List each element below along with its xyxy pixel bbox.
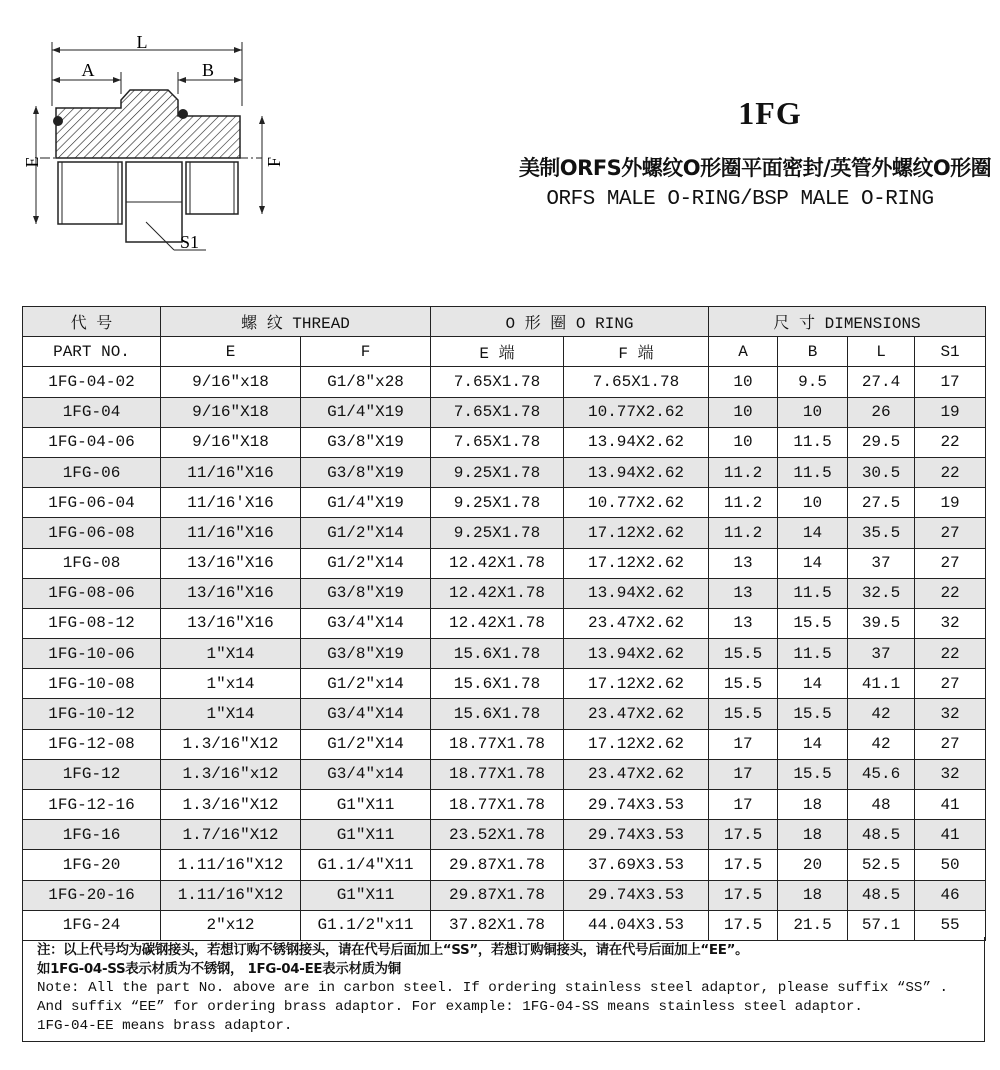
table-cell: 9.25X1.78 [431,518,564,548]
table-cell: 42 [848,729,915,759]
table-cell: 7.65X1.78 [564,367,709,397]
table-cell: 29.5 [848,427,915,457]
table-cell: 29.87X1.78 [431,880,564,910]
table-row [23,367,986,397]
table-cell: 18.77X1.78 [431,729,564,759]
table-cell: 1FG-08 [23,548,161,578]
table-cell: 37 [848,639,915,669]
table-cell: 1.3/16″x12 [161,759,301,789]
table-cell: 9.5 [778,367,848,397]
table-cell: 42 [848,699,915,729]
table-row [23,790,986,820]
table-cell: 17.12X2.62 [564,669,709,699]
table-header-row-2 [23,337,986,367]
table-cell: G3/8″X19 [301,578,431,608]
table-cell: 1FG-10-08 [23,669,161,699]
header-l: L [848,337,915,367]
table-cell: 27 [915,548,986,578]
table-cell: G3/4″X14 [301,608,431,638]
table-cell: 11.2 [709,488,778,518]
table-row [23,608,986,638]
table-cell: G1.1/2″x11 [301,910,431,940]
table-cell: 14 [778,729,848,759]
table-cell: 27 [915,729,986,759]
table-cell: 13 [709,548,778,578]
dim-label-S1: S1 [180,232,200,252]
table-cell: G1.1/4″X11 [301,850,431,880]
table-cell: 1FG-20-16 [23,880,161,910]
header-code-cn: 代 号 [23,307,161,337]
table-cell: 13/16″X16 [161,578,301,608]
table-cell: 1FG-24 [23,910,161,940]
table-cell: 9/16″X18 [161,397,301,427]
table-cell: 1″x14 [161,669,301,699]
table-cell: 1″X14 [161,699,301,729]
table-cell: 22 [915,457,986,487]
table-cell: 11/16″X16 [161,518,301,548]
table-cell: 1FG-06-04 [23,488,161,518]
table-cell: 15.6X1.78 [431,699,564,729]
table-cell: 30.5 [848,457,915,487]
table-cell: 48.5 [848,880,915,910]
table-cell: 1FG-10-12 [23,699,161,729]
table-cell: 17.12X2.62 [564,518,709,548]
table-cell: 10 [709,397,778,427]
table-row [23,518,986,548]
table-cell: 37.82X1.78 [431,910,564,940]
table-header-row-1 [23,307,986,337]
table-cell: 17 [709,790,778,820]
table-cell: 1″X14 [161,639,301,669]
table-cell: 2″x12 [161,910,301,940]
table-cell: G1″X11 [301,880,431,910]
dim-label-L: L [136,32,148,52]
table-cell: 1FG-04-02 [23,367,161,397]
table-cell: G3/8″X19 [301,457,431,487]
table-cell: 1.11/16″X12 [161,880,301,910]
table-cell: G1/2″X14 [301,548,431,578]
table-cell: 1.11/16″X12 [161,850,301,880]
table-cell: 45.6 [848,759,915,789]
header-e-end: E 端 [431,337,564,367]
table-cell: 39.5 [848,608,915,638]
table-cell: 20 [778,850,848,880]
table-cell: 9.25X1.78 [431,457,564,487]
table-cell: 14 [778,518,848,548]
table-cell: 12.42X1.78 [431,578,564,608]
table-cell: 14 [778,669,848,699]
header-part-no: PART NO. [23,337,161,367]
product-code: 1FG [738,95,802,131]
table-cell: 9/16″X18 [161,427,301,457]
table-cell: 12.42X1.78 [431,608,564,638]
table-cell: 11.5 [778,639,848,669]
table-cell: 13 [709,608,778,638]
table-cell: G3/4″X14 [301,699,431,729]
table-cell: 11.2 [709,457,778,487]
fitting-drawing [18,28,298,260]
table-row [23,880,986,910]
table-cell: G1/2″X14 [301,729,431,759]
table-cell: 37.69X3.53 [564,850,709,880]
table-cell: 10 [709,367,778,397]
table-cell: 27 [915,518,986,548]
table-row [23,910,986,940]
table-row [23,820,986,850]
table-cell: 23.47X2.62 [564,759,709,789]
table-row [23,488,986,518]
table-cell: 1FG-12-08 [23,729,161,759]
table-cell: 1FG-12 [23,759,161,789]
table-cell: 21.5 [778,910,848,940]
table-cell: 11.2 [709,518,778,548]
table-cell: 41 [915,820,986,850]
table-cell: 18.77X1.78 [431,790,564,820]
table-cell: 13.94X2.62 [564,578,709,608]
table-cell: 19 [915,488,986,518]
table-cell: G1/2″x14 [301,669,431,699]
table-cell: 27 [915,669,986,699]
table-cell: 11/16″X16 [161,457,301,487]
table-cell: 32 [915,699,986,729]
table-cell: 15.5 [778,608,848,638]
dim-label-F: F [264,156,284,168]
table-cell: 17.5 [709,820,778,850]
table-cell: 50 [915,850,986,880]
table-cell: 13.94X2.62 [564,457,709,487]
table-cell: 44.04X3.53 [564,910,709,940]
table-cell: 15.5 [778,699,848,729]
table-cell: 22 [915,427,986,457]
table-row [23,729,986,759]
table-cell: 29.87X1.78 [431,850,564,880]
note-cn-line-1: 注：以上代号均为碳钢接头，若想订购不锈钢接头，请在代号后面加上“SS”，若想订购铜接头，请在代号后面加上“EE”。 [37,943,749,958]
table-cell: 13.94X2.62 [564,639,709,669]
header-f-end: F 端 [564,337,709,367]
table-cell: 1FG-08-06 [23,578,161,608]
table-cell: 15.6X1.78 [431,639,564,669]
table-cell: 17.5 [709,880,778,910]
table-cell: 1FG-04 [23,397,161,427]
table-row [23,427,986,457]
header-f: F [301,337,431,367]
spec-table [22,306,986,941]
table-row [23,397,986,427]
table-cell: 11.5 [778,578,848,608]
table-cell: G1/4″X19 [301,488,431,518]
table-cell: 12.42X1.78 [431,548,564,578]
note-en-line-2: And suffix “EE” for ordering brass adaptor. For example: 1FG-04-SS means stainless steel adaptor. [37,999,863,1015]
table-cell: 27.4 [848,367,915,397]
table-cell: 17 [915,367,986,397]
dim-label-E: E [22,156,42,168]
note-en-line-3: 1FG-04-EE means brass adaptor. [37,1018,293,1034]
table-cell: 13 [709,578,778,608]
table-cell: 13/16″X16 [161,608,301,638]
table-cell: 17.12X2.62 [564,548,709,578]
table-row [23,457,986,487]
table-row [23,699,986,729]
table-cell: 13/16″X16 [161,548,301,578]
dim-label-A: A [81,60,95,80]
dim-label-B: B [201,60,215,80]
title-block [470,95,1000,211]
table-cell: G3/8″X19 [301,427,431,457]
table-cell: 13.94X2.62 [564,427,709,457]
table-cell: 55 [915,910,986,940]
table-cell: 23.52X1.78 [431,820,564,850]
table-cell: 32 [915,608,986,638]
table-cell: 10.77X2.62 [564,397,709,427]
table-cell: 17.5 [709,850,778,880]
header-a: A [709,337,778,367]
table-cell: 18 [778,820,848,850]
table-row [23,759,986,789]
table-row [23,669,986,699]
table-cell: 9.25X1.78 [431,488,564,518]
product-title-en: ORFS MALE O-RING/BSP MALE O-RING [546,188,934,211]
table-cell: 11/16′X16 [161,488,301,518]
table-cell: 23.47X2.62 [564,699,709,729]
table-cell: 15.6X1.78 [431,669,564,699]
header-oring: O 形 圈 O RING [431,307,709,337]
table-cell: G1/4″X19 [301,397,431,427]
table-row [23,548,986,578]
table-cell: 18 [778,880,848,910]
table-cell: 52.5 [848,850,915,880]
table-cell: 10 [709,427,778,457]
table-cell: 1FG-06-08 [23,518,161,548]
table-cell: 22 [915,578,986,608]
table-cell: 17.12X2.62 [564,729,709,759]
notes-block [22,937,985,1042]
table-cell: G3/4″x14 [301,759,431,789]
table-cell: 37 [848,548,915,578]
table-cell: 1FG-10-06 [23,639,161,669]
table-cell: 7.65X1.78 [431,367,564,397]
table-cell: 41 [915,790,986,820]
table-cell: 1FG-08-12 [23,608,161,638]
table-cell: 15.5 [709,699,778,729]
table-cell: 10 [778,488,848,518]
table-cell: 1.3/16″X12 [161,790,301,820]
note-en-line-1: Note: All the part No. above are in carbon steel. If ordering stainless steel adaptor, please suffix “SS” . [37,980,948,996]
table-row [23,850,986,880]
table-cell: 1FG-16 [23,820,161,850]
table-cell: 15.5 [709,639,778,669]
header-s1: S1 [915,337,986,367]
table-cell: 29.74X3.53 [564,790,709,820]
table-row [23,639,986,669]
note-cn-line-2: 如1FG-04-SS表示材质为不锈钢， 1FG-04-EE表示材质为铜 [37,962,401,977]
table-cell: G1″X11 [301,790,431,820]
table-cell: 46 [915,880,986,910]
table-cell: 29.74X3.53 [564,880,709,910]
table-cell: 10.77X2.62 [564,488,709,518]
table-cell: 57.1 [848,910,915,940]
table-cell: G1″X11 [301,820,431,850]
table-cell: 18 [778,790,848,820]
product-title-cn: 美制ORFS外螺纹O形圈平面密封/英管外螺纹O形圈 [518,156,992,180]
table-cell: 10 [778,397,848,427]
table-cell: 1.7/16″X12 [161,820,301,850]
table-cell: 18.77X1.78 [431,759,564,789]
table-cell: 11.5 [778,457,848,487]
table-cell: 7.65X1.78 [431,427,564,457]
table-cell: 23.47X2.62 [564,608,709,638]
table-cell: 29.74X3.53 [564,820,709,850]
table-cell: 17 [709,759,778,789]
table-cell: 1.3/16″X12 [161,729,301,759]
table-cell: 32.5 [848,578,915,608]
table-cell: 14 [778,548,848,578]
table-cell: 9/16″x18 [161,367,301,397]
table-cell: 11.5 [778,427,848,457]
table-cell: 15.5 [709,669,778,699]
table-cell: 1FG-12-16 [23,790,161,820]
table-cell: 7.65X1.78 [431,397,564,427]
table-cell: 1FG-06 [23,457,161,487]
header-thread: 螺 纹 THREAD [161,307,431,337]
table-cell: 27.5 [848,488,915,518]
table-cell: 35.5 [848,518,915,548]
table-cell: 17.5 [709,910,778,940]
table-cell: G1/2″X14 [301,518,431,548]
table-cell: 32 [915,759,986,789]
table-cell: 22 [915,639,986,669]
table-cell: G1/8″x28 [301,367,431,397]
table-cell: G3/8″X19 [301,639,431,669]
table-cell: 17 [709,729,778,759]
table-row [23,578,986,608]
table-cell: 1FG-20 [23,850,161,880]
table-cell: 15.5 [778,759,848,789]
table-cell: 41.1 [848,669,915,699]
table-cell: 19 [915,397,986,427]
header-e: E [161,337,301,367]
table-cell: 1FG-04-06 [23,427,161,457]
header-dimensions: 尺 寸 DIMENSIONS [709,307,986,337]
table-cell: 48 [848,790,915,820]
table-cell: 48.5 [848,820,915,850]
table-cell: 26 [848,397,915,427]
header-b: B [778,337,848,367]
